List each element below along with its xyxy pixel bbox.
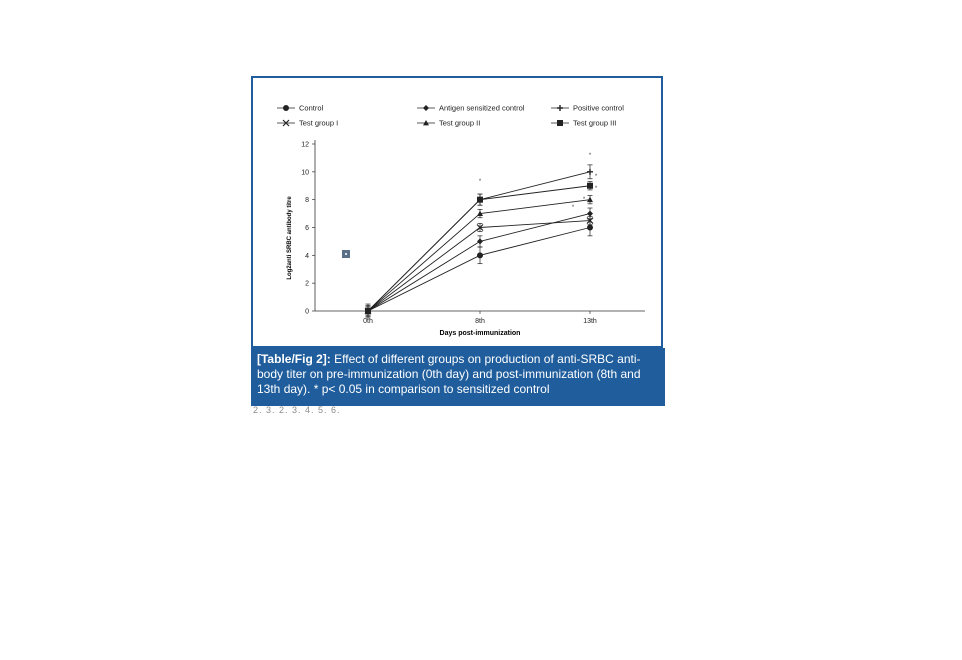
y-tick-label: 8 [305,197,309,205]
legend-label: Test group II [439,118,481,128]
legend-label: Control [299,103,324,113]
series-line [368,186,590,311]
y-tick-label: 12 [301,141,309,149]
significance-marker: * [582,197,586,203]
line-chart [253,78,665,350]
significance-marker: * [594,174,598,180]
caption-tag: [Table/Fig 2]: [257,352,331,366]
figure-frame [251,76,663,348]
legend-marker [557,120,563,126]
significance-marker: * [588,153,592,159]
y-tick-label: 6 [305,225,309,232]
significance-marker: * [594,186,598,192]
series-line [368,221,590,311]
figure-caption [251,348,665,406]
chart-series-layer [365,153,598,318]
y-tick-label: 2 [305,280,309,288]
y-tick-label: 10 [301,169,309,177]
stray-marker-center [345,253,347,255]
legend-label: Antigen sensitized control [439,103,525,113]
significance-marker: * [478,179,482,185]
y-tick-label: 4 [305,252,309,260]
x-tick-label: 13th [583,318,597,325]
caption-text: Effect of different groups on production of anti-SRBC anti-body titer on pre-immunization (0th day) and post-immunization (8th and 13th day). * p< 0.05 in comparison to sensitized control [257,352,641,396]
series-group [365,216,593,315]
data-point [477,252,483,258]
legend-label: Test group III [573,118,617,128]
data-point [587,225,593,231]
series-group [365,219,593,318]
data-point [587,211,593,217]
y-axis-label: Log2anti SRBC antibody titre [287,196,293,280]
data-point [587,197,593,202]
x-axis-label: Days post-immunization [439,330,521,337]
legend-label: Positive control [573,103,624,113]
series-group [365,208,593,317]
data-point [365,308,371,314]
data-point [477,197,483,203]
chart-legend [277,104,624,128]
legend-label: Test group I [299,118,339,128]
x-tick-label: 8th [475,318,485,325]
cutoff-footer-text: 2. 3. 2. 3. 4. 5. 6. [253,405,341,415]
data-point [587,183,593,189]
x-tick-label: 0th [363,318,373,325]
data-point [587,169,593,175]
legend-marker [557,105,563,111]
y-tick-label: 0 [305,308,309,316]
legend-marker [423,105,429,111]
significance-marker: * [571,205,575,211]
data-point [477,238,483,244]
legend-marker [283,105,289,111]
